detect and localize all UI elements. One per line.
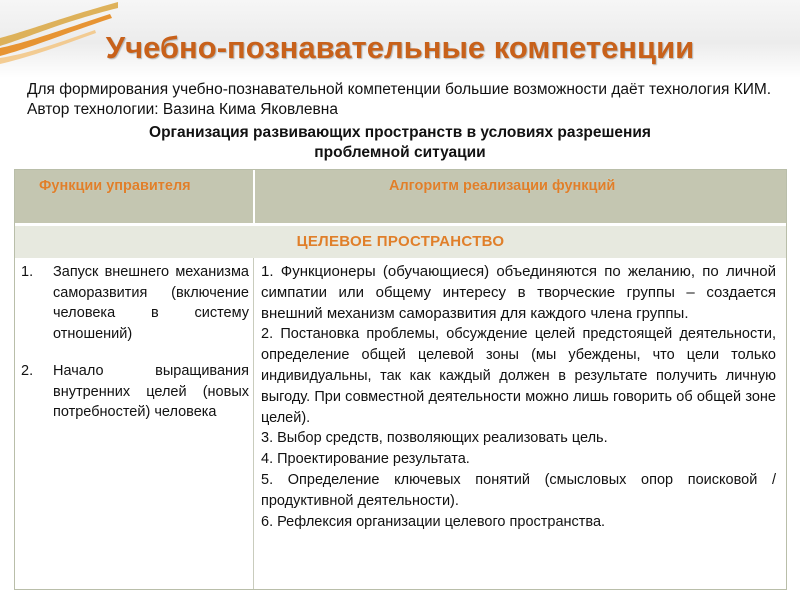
subtitle-line-2: проблемной ситуации [314,144,486,161]
list-item-text: Начало выращивания внутренних целей (новых потребностей) человека [53,363,249,420]
left-column [21,262,249,440]
subtitle-line-1: Организация развивающих пространств в условиях разрешения [149,124,651,141]
table-header-row [15,170,786,223]
header-cell-algorithm: Алгоритм реализации функций [389,178,616,194]
list-item-number: 2. [21,363,34,379]
list-item-text: Запуск внешнего механизма саморазвития (включение человека в систему отношений) [53,264,249,342]
header-divider [253,170,255,223]
header-cell-functions: Функции управителя [39,178,191,194]
algorithm-step: 3. Выбор средств, позволяющих реализовать цель. [261,430,608,447]
section-label: ЦЕЛЕВОЕ ПРОСТРАНСТВО [296,233,505,250]
algorithm-step: 2. Постановка проблемы, обсуждение целей предстоящей деятельности, определение общей целевой зоны (мы убеждены, что цели только индивидуальны, так как каждый должен в результате получить личную выгоду. При совместной деятельности можно лишь говорить об общей зоне целей). [261,326,776,426]
list-item-number: 1. [21,264,34,280]
functions-table [14,169,787,590]
section-row [15,224,786,258]
right-column [261,262,776,532]
intro-text: Для формирования учебно-познавательной компетенции большие возможности даёт технология КИМ. Автор технологии: Вазина Кима Яковлевна [27,81,772,118]
slide-title: Учебно-познавательные компетенции [105,30,695,65]
algorithm-step: 1. Функционеры (обучающиеся) объединяются по желанию, по личной симпатии или общему интересу в творческие группы – создается внешний механизм саморазвития для каждого члена группы. [261,263,776,322]
algorithm-step: 6. Рефлексия организации целевого пространства. [261,513,606,530]
list-item [21,361,249,423]
algorithm-step: 5. Определение ключевых понятий (смысловых опор поисковой /продуктивной деятельности). [261,471,776,509]
column-divider [253,258,254,589]
subtitle [0,123,800,163]
list-item [21,262,249,344]
algorithm-step: 4. Проектирование результата. [261,451,470,468]
